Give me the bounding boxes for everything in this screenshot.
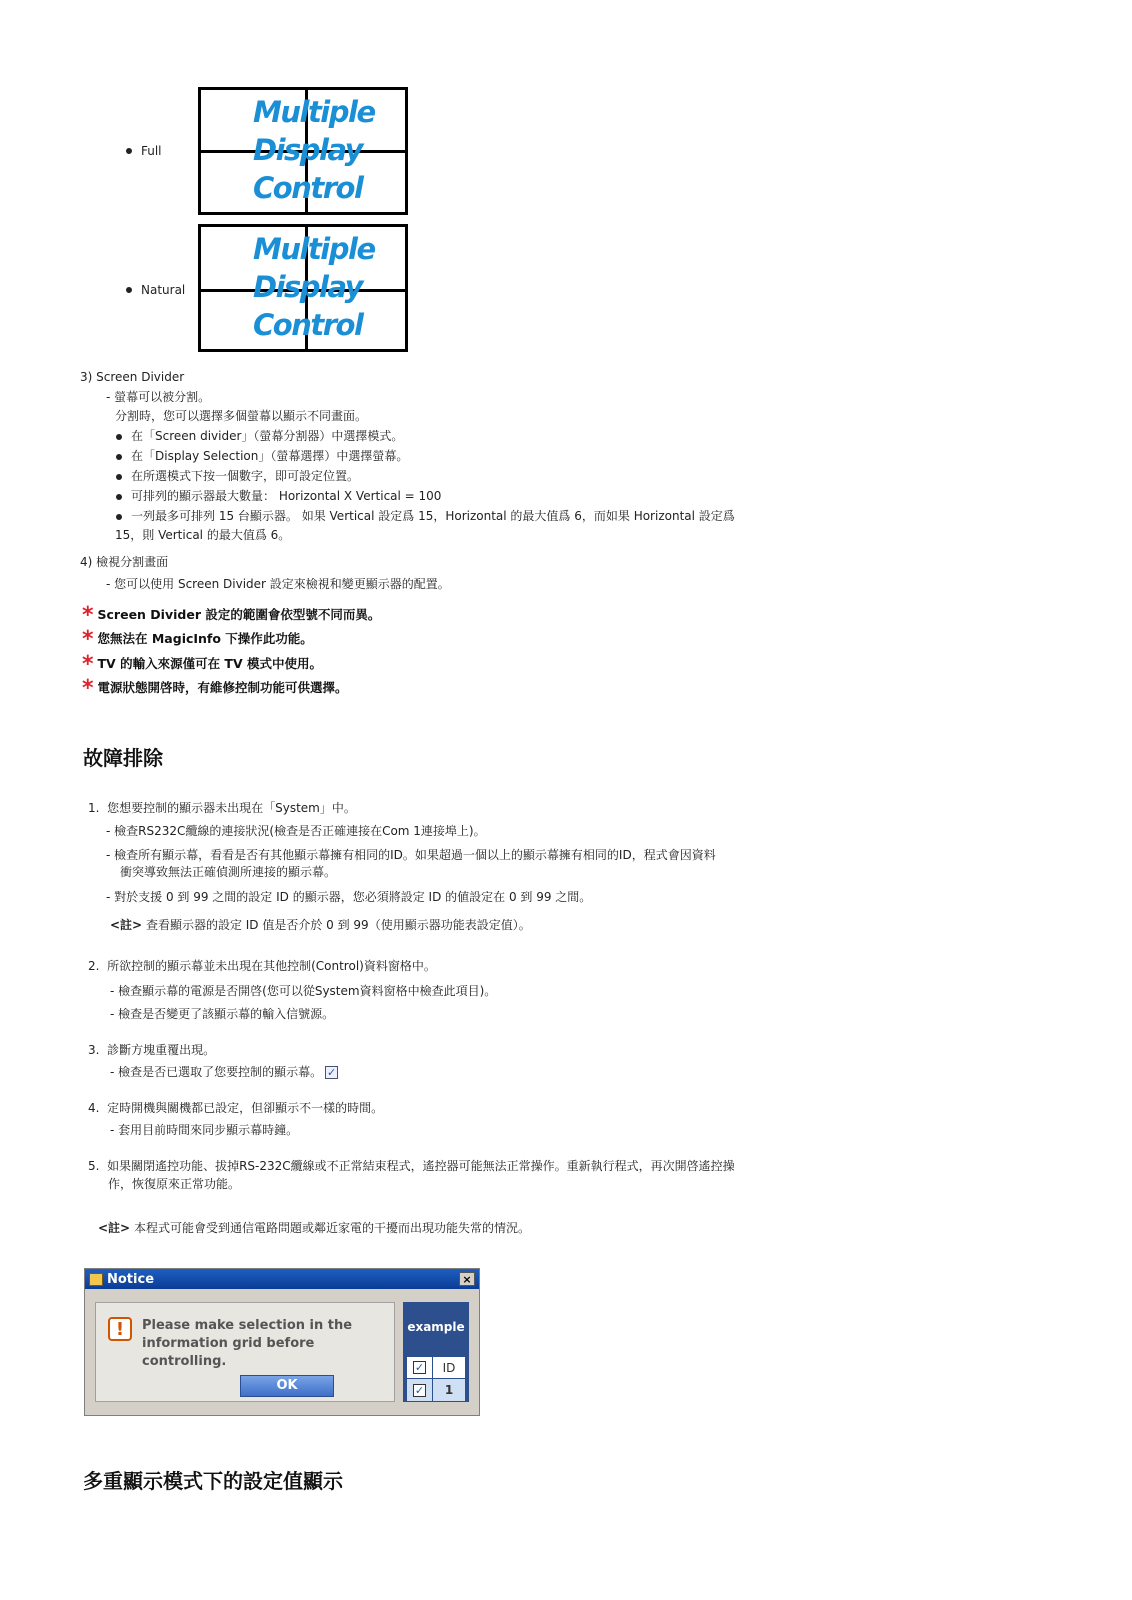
graphic-word: Multiple — [253, 232, 375, 266]
screen-divider-heading: 3) Screen Divider — [80, 370, 185, 384]
note-item: * 電源狀態開啓時，有維修控制功能可供選擇。 — [82, 676, 348, 701]
bullet-icon — [126, 148, 132, 154]
troubleshoot-item-5: 5. 如果關閉遙控功能、拔掉RS-232C纜線或不正常結束程式，遙控器可能無法正常操作。重新執行程式，再次開啓遙控操 — [88, 1159, 735, 1173]
checkbox-icon[interactable]: ✓ — [414, 1383, 425, 1397]
bullet-icon — [116, 434, 122, 440]
graphic-word: Control — [253, 171, 363, 205]
sub-item: - 檢查RS232C纜線的連接狀況(檢查是否正確連接在Com 1連接埠上)。 — [106, 824, 486, 838]
note-item: * TV 的輸入來源僅可在 TV 模式中使用。 — [82, 652, 322, 677]
bullet-icon — [116, 454, 122, 460]
example-title: example — [407, 1320, 465, 1334]
mode-label: Natural — [141, 283, 186, 297]
graphic-word: Control — [253, 308, 363, 342]
graphic-word: Display — [253, 133, 363, 167]
asterisk-icon: * — [82, 652, 94, 677]
full-mode-graphic — [198, 87, 408, 215]
dialog-titlebar — [85, 1269, 479, 1289]
note-line: <註> 查看顯示器的設定 ID 值是否介於 0 到 99（使用顯示器功能表設定值）。 — [110, 918, 531, 932]
notice-dialog — [84, 1268, 480, 1416]
example-panel — [403, 1302, 469, 1402]
sub-item: - 檢查是否已選取了您要控制的顯示幕。 ✓ — [110, 1065, 337, 1079]
asterisk-icon: * — [82, 603, 94, 628]
close-button[interactable]: × — [459, 1272, 475, 1286]
troubleshoot-item-3: 3. 診斷方塊重覆出現。 — [88, 1043, 216, 1057]
sub-item: - 套用目前時間來同步顯示幕時鐘。 — [110, 1123, 299, 1137]
section-title-multi-display: 多重顯示模式下的設定值顯示 — [83, 1469, 343, 1493]
mode-label: Full — [141, 144, 162, 158]
bullet-icon — [116, 514, 122, 520]
sub-item-continuation: 衝突導致無法正確偵測所連接的顯示幕。 — [120, 865, 337, 879]
grid-cell: 1 — [444, 1383, 454, 1397]
sub-item: - 檢查是否變更了該顯示幕的輸入信號源。 — [110, 1007, 335, 1021]
bullet-icon — [116, 494, 122, 500]
list-item-continuation: 15，則 Vertical 的最大值爲 6。 — [115, 528, 291, 542]
bullet-icon — [126, 287, 132, 293]
warning-icon: ! — [108, 1317, 132, 1341]
view-divider-line: - 您可以使用 Screen Divider 設定來檢視和變更顯示器的配置。 — [106, 577, 450, 591]
list-item: 一列最多可排列 15 台顯示器。 如果 Vertical 設定爲 15，Horizontal 的最大值爲 6，而如果 Horizontal 設定爲 — [116, 508, 735, 525]
grid-header: ID — [442, 1360, 456, 1375]
dialog-message: Please make selection in the information grid before controlling. — [142, 1318, 353, 1369]
checkbox-icon[interactable]: ✓ — [414, 1361, 425, 1374]
view-divider-heading: 4) 檢視分割畫面 — [80, 555, 169, 569]
asterisk-icon: * — [82, 676, 94, 701]
asterisk-icon: * — [82, 627, 94, 652]
list-item: 在「Display Selection」（螢幕選擇）中選擇螢幕。 — [116, 448, 408, 465]
troubleshoot-item-1: 1. 您想要控制的顯示器未出現在「System」中。 — [88, 801, 356, 815]
list-item: 在所選模式下按一個數字，即可設定位置。 — [116, 468, 359, 485]
grid-row — [407, 1379, 465, 1401]
ok-button[interactable]: OK — [240, 1375, 334, 1397]
grid-header-row — [407, 1357, 465, 1379]
dialog-title: Notice — [107, 1271, 155, 1287]
screen-divider-sub: 分割時，您可以選擇多個螢幕以顯示不同畫面。 — [115, 409, 368, 423]
sub-item: - 檢查顯示幕的電源是否開啓(您可以從System資料窗格中檢查此項目)。 — [110, 984, 497, 998]
sub-item: - 對於支援 0 到 99 之間的設定 ID 的顯示器，您必須將設定 ID 的値設定在 0 到 99 之間。 — [106, 890, 592, 904]
natural-mode-graphic — [198, 224, 408, 352]
item-continuation: 作，恢復原來正常功能。 — [108, 1177, 241, 1191]
note-line: <註> 本程式可能會受到通信電路問題或鄰近家電的干擾而出現功能失常的情況。 — [98, 1221, 530, 1235]
graphic-word: Multiple — [253, 95, 375, 129]
note-item: * 您無法在 MagicInfo 下操作此功能。 — [82, 627, 313, 652]
mode-item-full — [126, 144, 162, 158]
troubleshoot-item-2: 2. 所欲控制的顯示幕並未出現在其他控制(Control)資料窗格中。 — [88, 959, 436, 973]
note-item: * Screen Divider 設定的範圍會依型號不同而異。 — [82, 603, 381, 628]
screen-divider-dash: - 螢幕可以被分割。 — [106, 390, 211, 404]
mode-item-natural — [126, 283, 185, 297]
info-grid — [406, 1356, 466, 1402]
bullet-icon — [116, 474, 122, 480]
dialog-message-area — [95, 1302, 395, 1402]
list-item: 在「Screen divider」（螢幕分割器）中選擇模式。 — [116, 428, 403, 445]
section-title-troubleshoot: 故障排除 — [83, 746, 163, 770]
window-icon — [89, 1273, 103, 1286]
troubleshoot-item-4: 4. 定時開機與關機都已設定，但卻顯示不一樣的時間。 — [88, 1101, 384, 1115]
graphic-word: Display — [253, 270, 363, 304]
list-item: 可排列的顯示器最大數量： Horizontal X Vertical = 100 — [116, 488, 441, 505]
sub-item: - 檢查所有顯示幕，看看是否有其他顯示幕擁有相同的ID。如果超過一個以上的顯示幕擁有相同的ID，程式會因資料 — [106, 848, 716, 862]
checkbox-icon: ✓ — [327, 1066, 337, 1079]
